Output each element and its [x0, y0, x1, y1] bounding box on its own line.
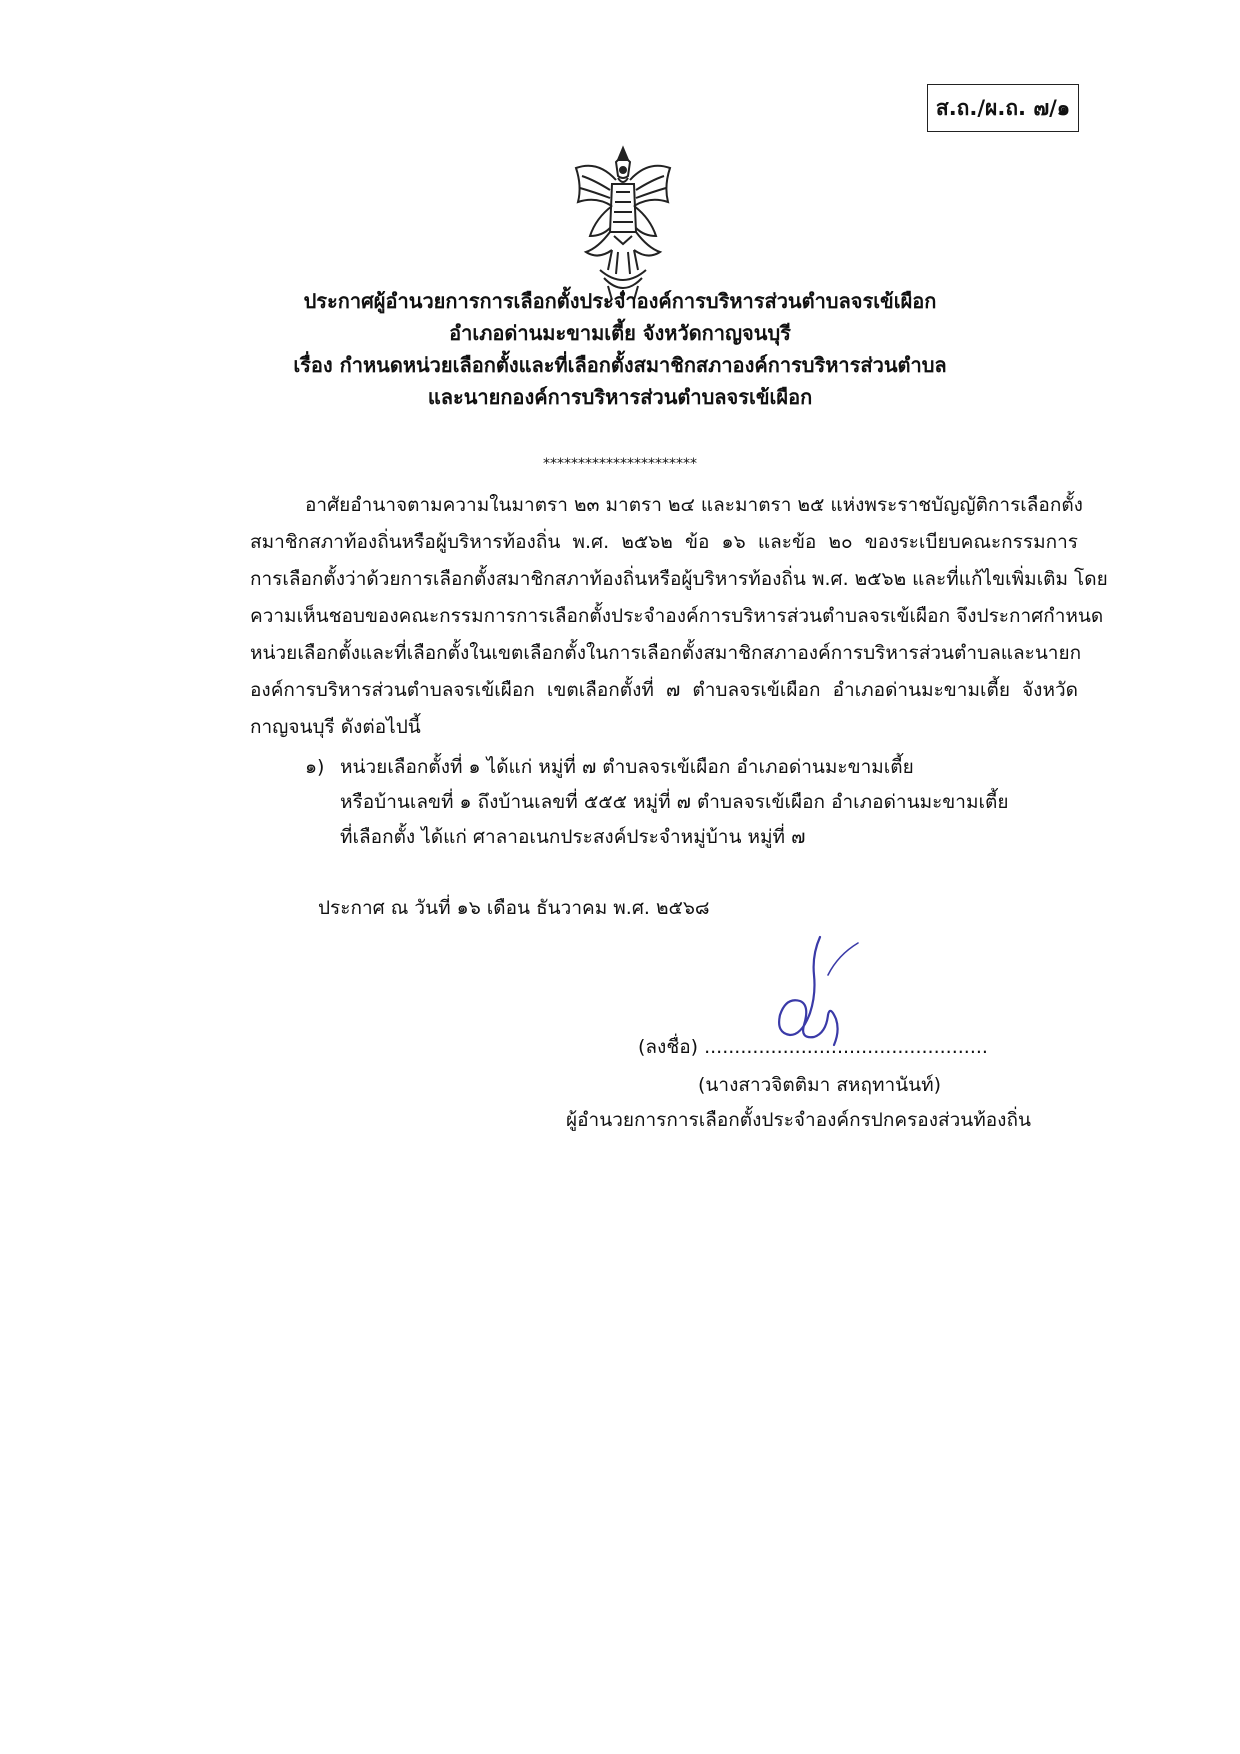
item-line: หรือบ้านเลขที่ ๑ ถึงบ้านเลขที่ ๕๕๕ หมู่ที่ ๗ ตำบลจรเข้เผือก อำเภอด่านมะขามเตี้ย	[340, 791, 1009, 813]
announcement-date: ประกาศ ณ วันที่ ๑๖ เดือน ธันวาคม พ.ศ. ๒๕๖๘	[318, 897, 710, 919]
body-line: หน่วยเลือกตั้งและที่เลือกตั้งในเขตเลือกตั้งในการเลือกตั้งสมาชิกสภาองค์การบริหารส่วนตำบลและนายก	[250, 642, 1082, 664]
body-line: การเลือกตั้งว่าด้วยการเลือกตั้งสมาชิกสภาท้องถิ่นหรือผู้บริหารท้องถิ่น พ.ศ. ๒๕๖๒ และที่แก้ไขเพิ่มเติม โดย	[250, 568, 1108, 590]
heading-separator: **********************	[543, 456, 697, 472]
body-line: สมาชิกสภาท้องถิ่นหรือผู้บริหารท้องถิ่น พ.ศ. ๒๕๖๒ ข้อ ๑๖ และข้อ ๒๐ ของระเบียบคณะกรรมการ	[250, 531, 1078, 553]
heading-subject-line-1: เรื่อง กำหนดหน่วยเลือกตั้งและที่เลือกตั้งสมาชิกสภาองค์การบริหารส่วนตำบล	[293, 353, 947, 377]
body-line: ความเห็นชอบของคณะกรรมการการเลือกตั้งประจำองค์การบริหารส่วนตำบลจรเข้เผือก จึงประกาศกำหนด	[250, 605, 1104, 627]
body-line: กาญจนบุรี ดังต่อไปนี้	[250, 716, 421, 738]
form-code-box: ส.ถ./ผ.ถ. ๗/๑	[927, 84, 1079, 132]
item-number: ๑)	[305, 756, 325, 778]
heading-title-line-2: อำเภอด่านมะขามเตี้ย จังหวัดกาญจนบุรี	[449, 321, 791, 345]
signature-line: (ลงชื่อ) ...............................................	[638, 1036, 988, 1058]
item-line: ที่เลือกตั้ง ได้แก่ ศาลาอเนกประสงค์ประจำหมู่บ้าน หมู่ที่ ๗	[340, 826, 806, 848]
heading-subject-line-2: และนายกองค์การบริหารส่วนตำบลจรเข้เผือก	[427, 385, 813, 409]
body-line: องค์การบริหารส่วนตำบลจรเข้เผือก เขตเลือกตั้งที่ ๗ ตำบลจรเข้เผือก อำเภอด่านมะขามเตี้ย จังหวัด	[250, 679, 1078, 701]
body-line: อาศัยอำนาจตามความในมาตรา ๒๓ มาตรา ๒๔ และมาตรา ๒๕ แห่งพระราชบัญญัติการเลือกตั้ง	[305, 494, 1083, 516]
heading-title-line-1: ประกาศผู้อำนวยการการเลือกตั้งประจำองค์การบริหารส่วนตำบลจรเข้เผือก	[303, 289, 937, 313]
item-line: หน่วยเลือกตั้งที่ ๑ ได้แก่ หมู่ที่ ๗ ตำบลจรเข้เผือก อำเภอด่านมะขามเตี้ย	[340, 756, 914, 778]
signer-name: (นางสาวจิตติมา สหฤทานันท์)	[698, 1074, 942, 1096]
garuda-emblem-icon	[568, 140, 678, 305]
signer-position: ผู้อำนวยการการเลือกตั้งประจำองค์กรปกครองส่วนท้องถิ่น	[566, 1109, 1031, 1131]
